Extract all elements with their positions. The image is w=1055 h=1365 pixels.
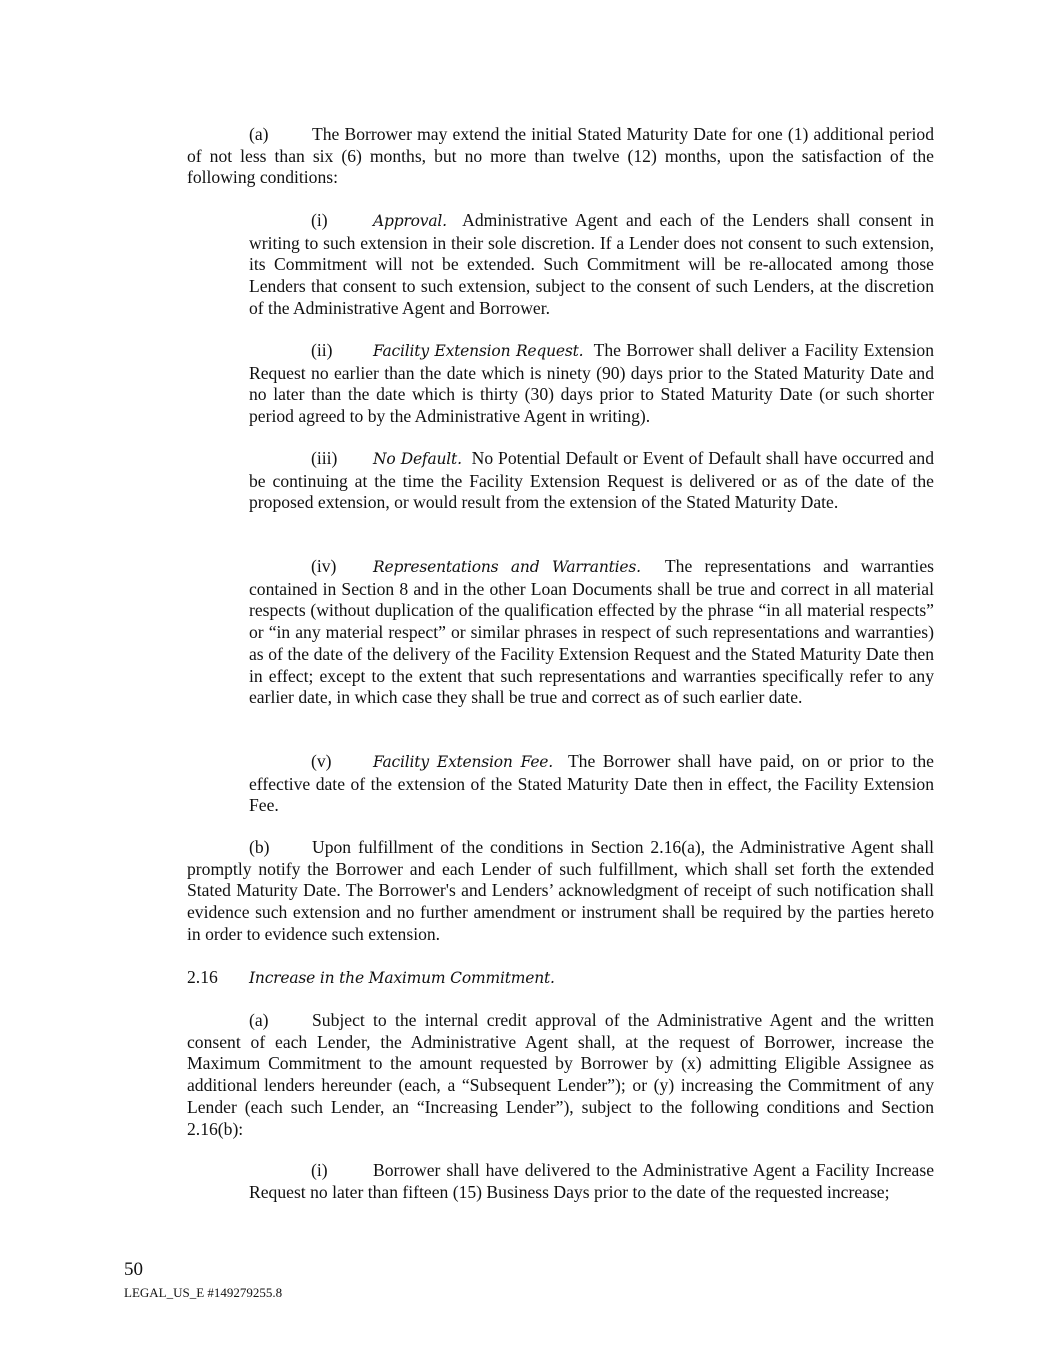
paragraph-ii-extension-request [249, 340, 934, 428]
paragraph-v-extension-fee [249, 751, 934, 817]
paragraph-text: The Borrower may extend the initial Stated Maturity Date for one (1) additional period of not less than six (6) months, but no more than twelve (12) months, upon the satisfaction of the following conditions: [187, 124, 934, 188]
paragraph-i-approval [249, 210, 934, 320]
paragraph-text: Upon fulfillment of the conditions in Section 2.16(a), the Administrative Agent shall promptly notify the Borrower and each Lender of such fulfillment, which shall set forth the extended Stated Maturity Date. The Borrower's and Lenders’ acknowledgment of receipt of such notification shall evidence such extension and no further amendment or instrument shall be required by the parties hereto in order to evidence such extension. [187, 837, 934, 944]
paragraph-text: Subject to the internal credit approval of the Administrative Agent and the written consent of each Lender, the Administrative Agent shall, at the request of Borrower, increase the Maximum Commitment to the amount requested by Borrower by (x) admitting Eligible Assignee as additional lenders hereunder (each, a “Subsequent Lender”); or (y) increasing the Commitment of any Lender (each such Lender, an “Increasing Lender”), subject to the following conditions and Section 2.16(b): [187, 1010, 934, 1139]
paragraph-text: Administrative Agent and each of the Lenders shall consent in writing to such extension in their sole discretion. If a Lender does not consent to such extension, its Commitment will not be extended. Such Commitment will be re-allocated among those Lenders that consent to such extension, subject to the consent of such Lenders, at the discretion of the Administrative Agent and Borrower. [249, 210, 934, 318]
paragraph-label: (b) [249, 837, 270, 857]
paragraph-heading: Facility Extension Fee. [373, 753, 554, 771]
paragraph-label: (i) [311, 210, 328, 230]
paragraph-label: (a) [249, 124, 269, 144]
paragraph-label: (i) [311, 1160, 328, 1180]
paragraph-b-fulfillment [187, 837, 934, 946]
paragraph-label: (a) [249, 1010, 269, 1030]
paragraph-heading: Representations and Warranties. [373, 558, 641, 576]
section-title: Increase in the Maximum Commitment. [249, 969, 555, 987]
paragraph-iii-no-default [249, 448, 934, 514]
paragraph-text: No Potential Default or Event of Default shall have occurred and be continuing at the time the Facility Extension Request is delivered or as of the date of the proposed extension, or would result from the extension of the Stated Maturity Date. [249, 448, 935, 513]
paragraph-label: (iv) [311, 556, 337, 576]
paragraph-heading: No Default. [373, 450, 462, 468]
paragraph-heading: Approval. [373, 212, 447, 230]
paragraph-label: (ii) [311, 340, 333, 360]
page-number: 50 [124, 1259, 143, 1280]
paragraph-text: The representations and warranties contained in Section 8 and in the other Loan Documents shall be true and correct in all material respects (without duplication of the qualification effected by the phrase “in all material respects” or “in any material respect” or similar phrases in respect of such representations and warranties) as of the date of the delivery of the Facility Extension Request and the Stated Maturity Date then in effect; except to the extent that such representations and warranties specifically refer to any earlier date, in which case they shall be true and correct as of such earlier date. [249, 556, 934, 708]
paragraph-heading: Facility Extension Request. [373, 342, 584, 360]
paragraph-i-increase-request [249, 1160, 934, 1203]
paragraph-iv-representations [249, 556, 934, 709]
document-id: LEGAL_US_E #149279255.8 [124, 1285, 283, 1300]
paragraph-label: (v) [311, 751, 332, 771]
section-number: 2.16 [187, 967, 218, 987]
paragraph-a-extension [187, 124, 934, 189]
paragraph-text: The Borrower shall have paid, on or prior to the effective date of the extension of the Stated Maturity Date then in effect, the Facility Extension Fee. [249, 751, 934, 816]
paragraph-text: Borrower shall have delivered to the Administrative Agent a Facility Increase Request no later than fifteen (15) Business Days prior to the date of the requested increase; [249, 1160, 934, 1202]
paragraph-label: (iii) [311, 448, 338, 468]
section-heading-2-16 [187, 967, 555, 990]
paragraph-a-increase [187, 1010, 934, 1140]
paragraph-text: The Borrower shall deliver a Facility Extension Request no earlier than the date which is ninety (90) days prior to the Stated Maturity Date and no later than the date which is thirty (30) days prior to Stated Maturity Date (or such shorter period agreed to by the Administrative Agent in writing). [249, 340, 934, 427]
